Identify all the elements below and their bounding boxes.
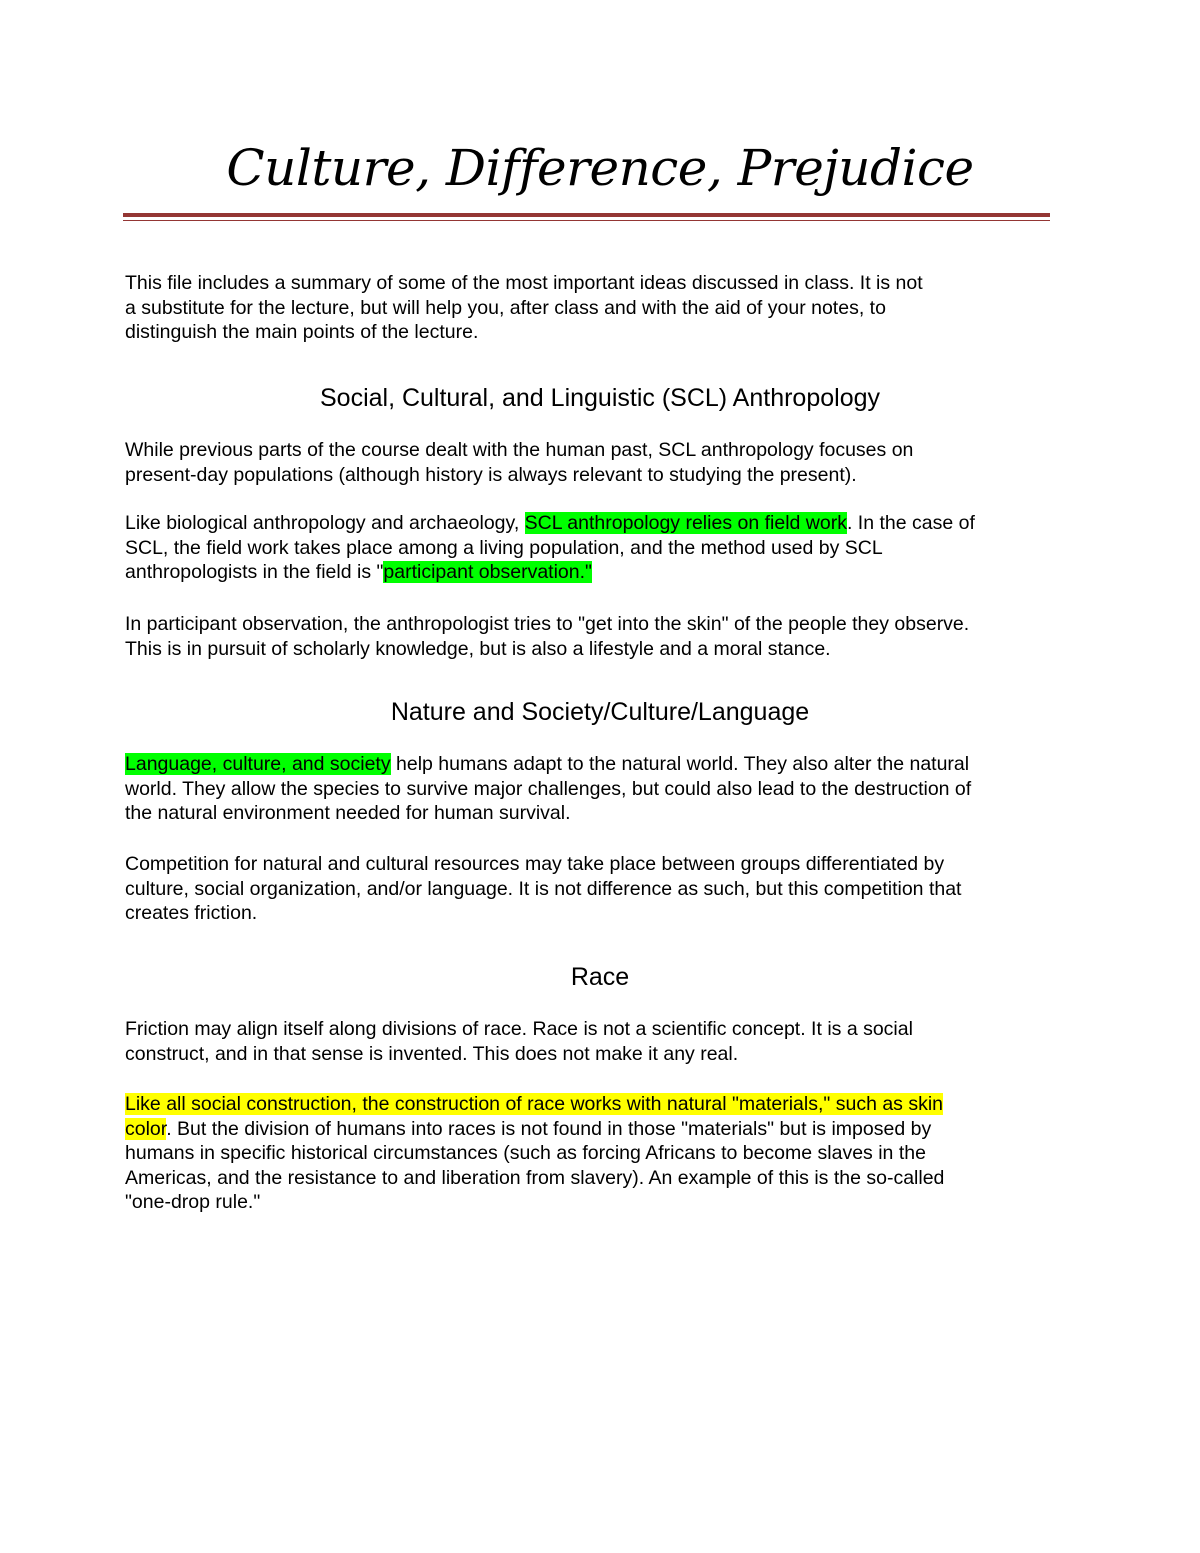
highlight-participant-observation: participant observation." xyxy=(383,561,592,583)
scl-p3-line-2: This is in pursuit of scholarly knowledge, but is also a lifestyle and a moral stance. xyxy=(125,637,831,660)
scl-paragraph-3 xyxy=(125,612,1075,661)
nature-paragraph-2 xyxy=(125,852,1075,926)
nature-p2-line-2: culture, social organization, and/or language. It is not difference as such, but this competition that xyxy=(125,877,962,900)
nature-p2-line-1: Competition for natural and cultural resources may take place between groups differentiated by xyxy=(125,853,945,875)
title-underline-thin xyxy=(123,220,1050,221)
scl-paragraph-2 xyxy=(125,511,1075,585)
intro-line-3: distinguish the main points of the lecture. xyxy=(125,321,479,343)
nature-p1-line-2: world. They allow the species to survive major challenges, but could also lead to the destruction of xyxy=(125,777,972,800)
scl-p1-line-1: While previous parts of the course dealt with the human past, SCL anthropology focuses on xyxy=(125,439,914,461)
intro-line-1: This file includes a summary of some of the most important ideas discussed in class. It is not xyxy=(125,272,923,294)
race-paragraph-1 xyxy=(125,1017,1075,1066)
scl-p2-line-1-start: Like biological anthropology and archaeology, xyxy=(125,512,525,534)
scl-paragraph-1 xyxy=(125,438,1075,487)
scl-p1-line-2: present-day populations (although history is always relevant to studying the present). xyxy=(125,463,857,486)
intro-line-2: a substitute for the lecture, but will help you, after class and with the aid of your notes, to xyxy=(125,296,886,319)
highlight-color: color xyxy=(125,1117,167,1140)
title-underline-thick xyxy=(123,213,1050,217)
race-p2-line-3: humans in specific historical circumstances (such as forcing Africans to become slaves in the xyxy=(125,1142,926,1164)
scl-p2-line-1-end: . In the case of xyxy=(846,512,975,534)
race-p2-line-4: Americas, and the resistance to and liberation from slavery). An example of this is the so-called xyxy=(125,1166,945,1189)
scl-p2-line-2: SCL, the field work takes place among a living population, and the method used by SCL xyxy=(125,536,883,559)
nature-p1-line-3: the natural environment needed for human survival. xyxy=(125,802,571,824)
nature-paragraph-1 xyxy=(125,752,1075,826)
document-title: Culture, Difference, Prejudice xyxy=(226,139,974,197)
intro-paragraph xyxy=(125,271,1075,345)
nature-p1-line-1-end: help humans adapt to the natural world. They also alter the natural xyxy=(390,753,970,775)
nature-p2-line-3: creates friction. xyxy=(125,902,258,924)
scl-p2-line-3-start: anthropologists in the field is " xyxy=(125,561,384,583)
race-p2-line-5: "one-drop rule." xyxy=(125,1191,261,1213)
highlight-field-work: SCL anthropology relies on field work xyxy=(524,512,847,534)
section-heading-race: Race xyxy=(570,963,630,991)
race-p1-line-1: Friction may align itself along divisions of race. Race is not a scientific concept. It is a social xyxy=(125,1018,913,1040)
race-p2-line-2-end: . But the division of humans into races is not found in those "materials" but is imposed by xyxy=(166,1117,932,1140)
section-heading-nature-society: Nature and Society/Culture/Language xyxy=(390,698,810,726)
highlight-language-culture-society: Language, culture, and society xyxy=(125,753,391,775)
race-p1-line-2: construct, and in that sense is invented. This does not make it any real. xyxy=(125,1042,739,1065)
scl-p3-line-1: In participant observation, the anthropologist tries to "get into the skin" of the people they observe. xyxy=(125,613,970,635)
section-heading-scl: Social, Cultural, and Linguistic (SCL) Anthropology xyxy=(319,384,881,412)
race-paragraph-2 xyxy=(125,1092,1075,1215)
highlight-social-construction: Like all social construction, the construction of race works with natural "materials," such as skin xyxy=(125,1093,944,1115)
